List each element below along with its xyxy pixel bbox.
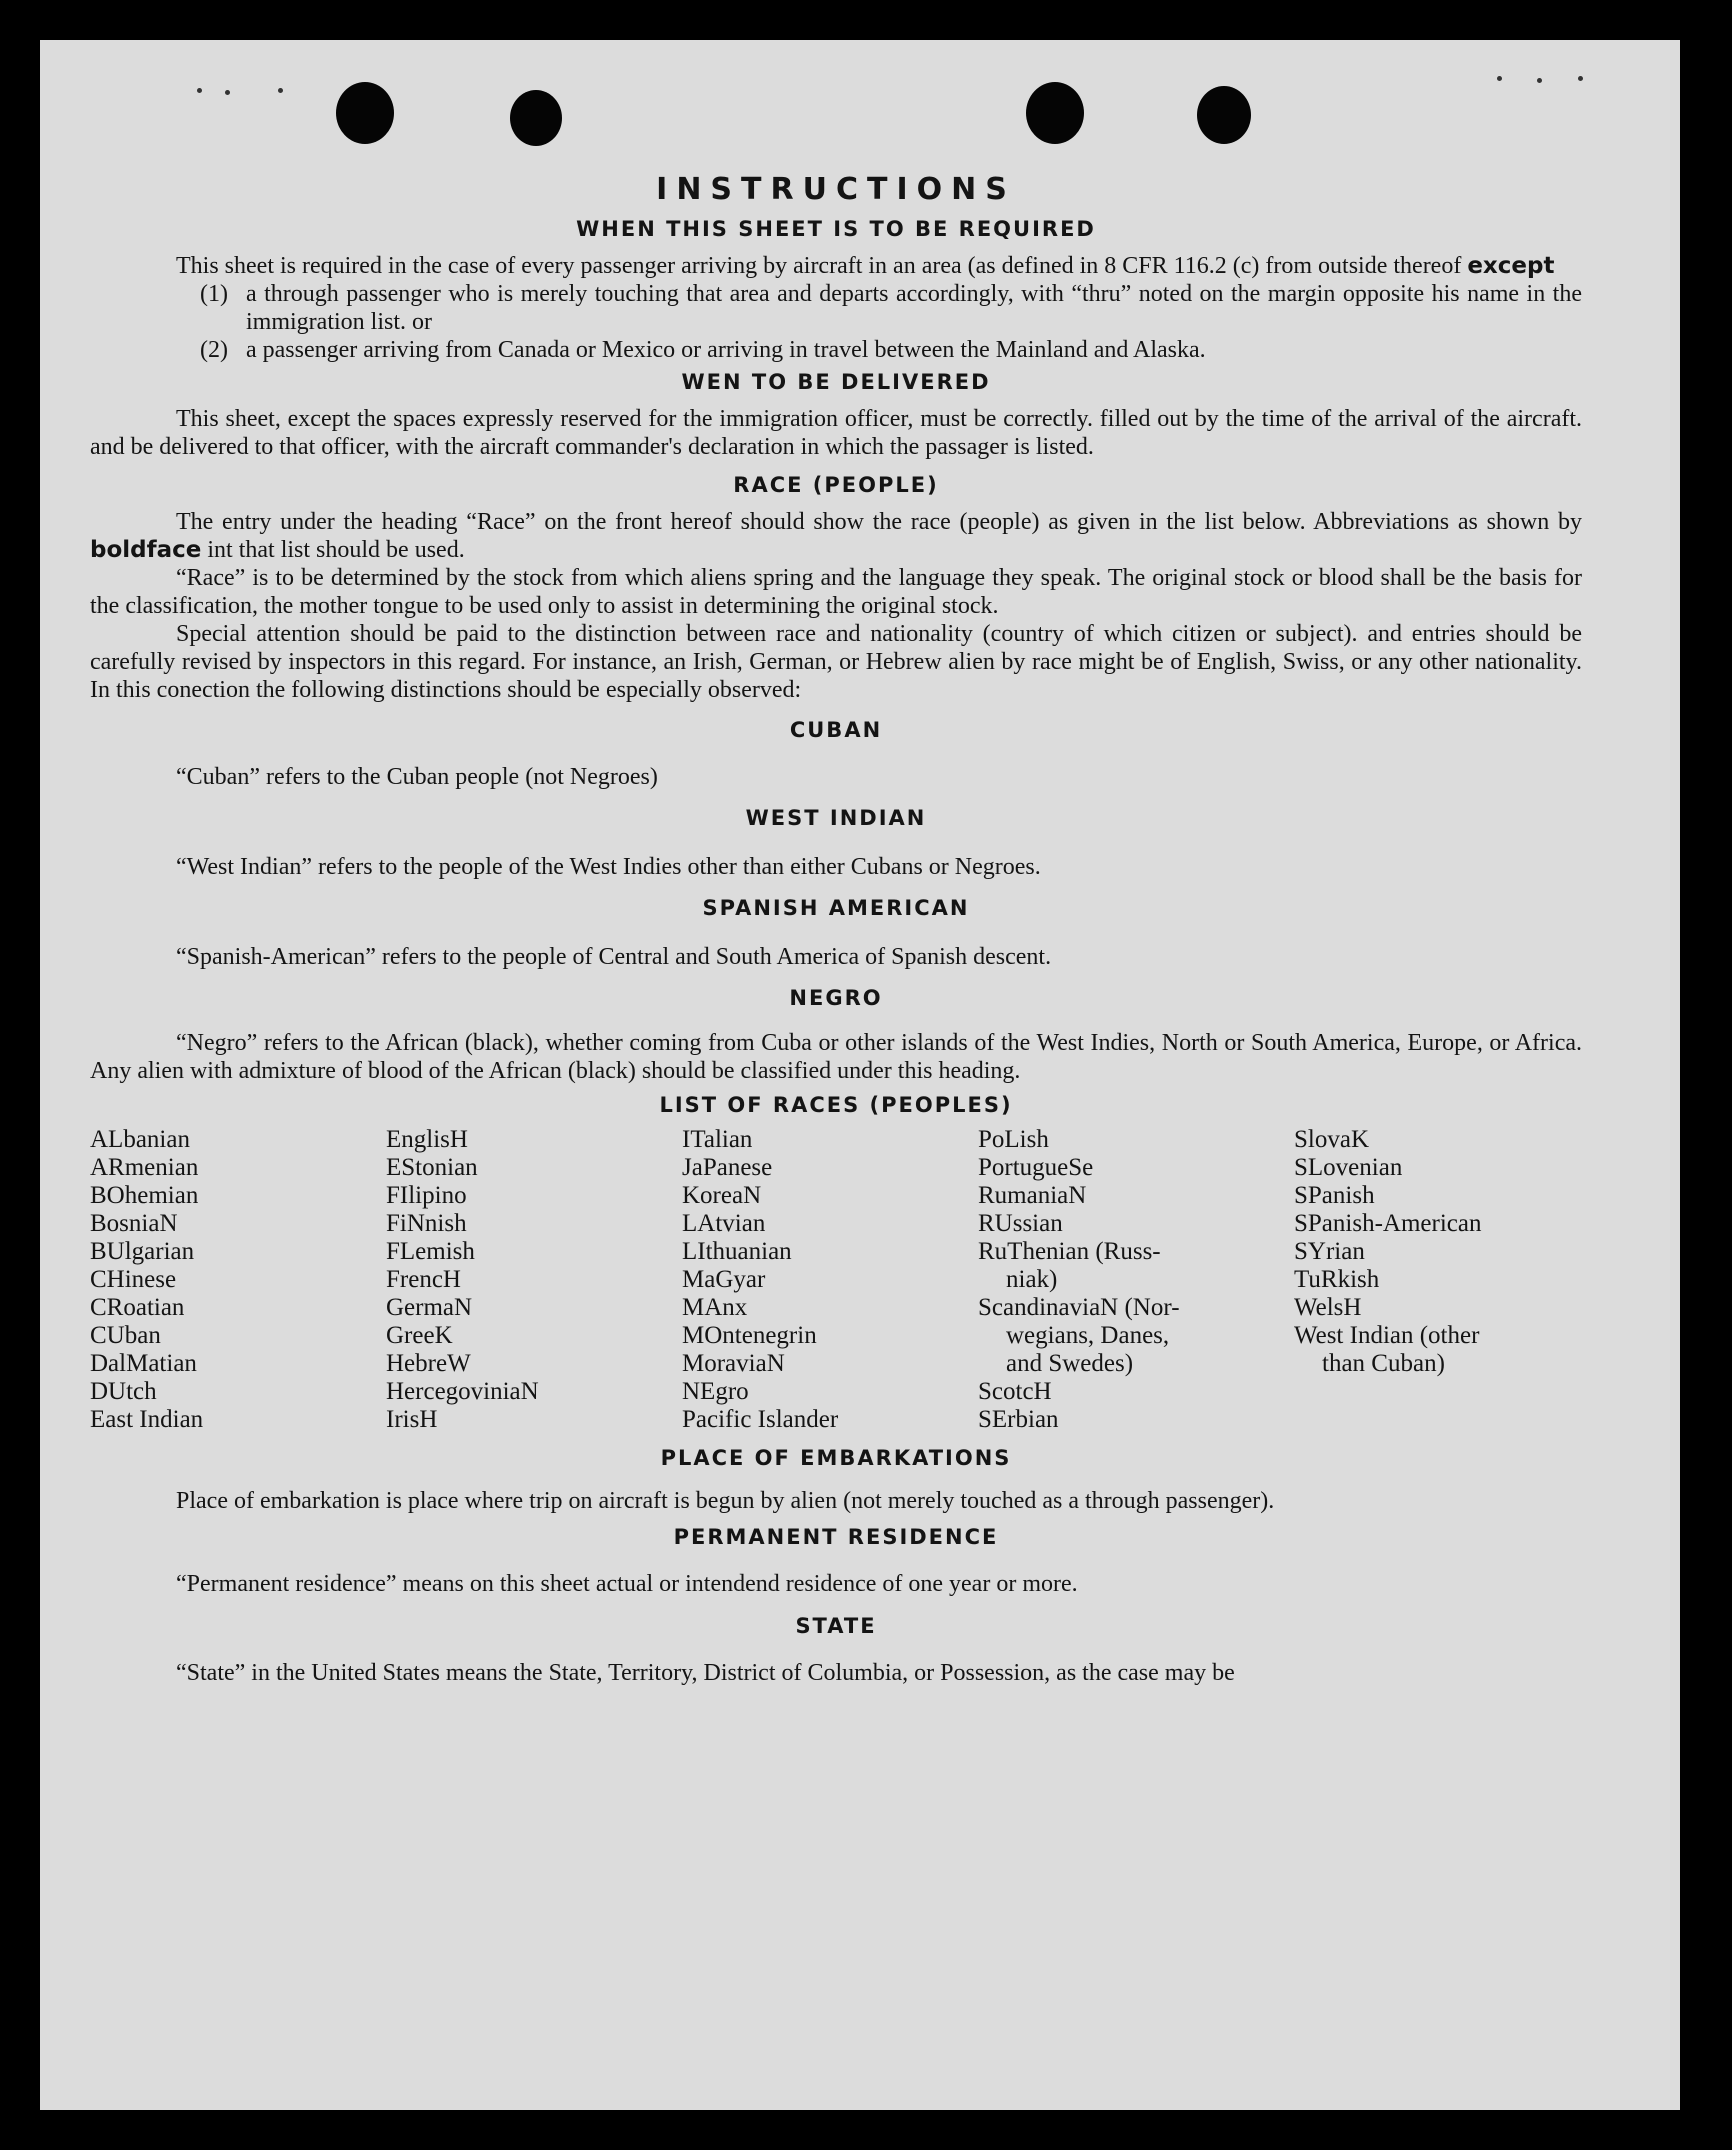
punch-hole [1026,82,1084,144]
race-entry: ScotcH [978,1378,1052,1405]
speck [278,88,283,93]
race-entry: Pacific Islander [682,1406,839,1433]
race-entry: RumaniaN [978,1182,1087,1209]
punch-hole [336,82,394,144]
race-entry: BUlgarian [90,1238,195,1265]
race-entry: wegians, Danes, [1006,1322,1170,1349]
race-entry: JaPanese [682,1154,773,1181]
race-entry: HebreW [386,1350,471,1377]
race-entry: ITalian [682,1126,753,1153]
race-entry: niak) [1006,1266,1058,1293]
race-column [682,1126,978,1434]
speck [225,90,230,95]
state-text: “State” in the United States means the State, Territory, District of Columbia, or Possession, as the case may be [176,1660,1235,1686]
race-entry: ARmenian [90,1154,199,1181]
race-column [90,1126,386,1434]
heading-spanish-american: SPANISH AMERICAN [702,896,970,920]
page-title: INSTRUCTIONS [656,172,1016,207]
race-entry: WelsH [1294,1294,1362,1321]
race-entry: MaGyar [682,1266,766,1293]
exception-item [200,280,1582,336]
speck [1578,76,1583,81]
race-entry: HercegoviniaN [386,1378,539,1405]
race-entry: TuRkish [1294,1266,1380,1293]
race-text-b: int that list should be used. [207,537,465,563]
race-entry: than Cuban) [1322,1350,1445,1377]
race-entry: ALbanian [90,1126,190,1153]
race-paragraph-2: “Race” is to be determined by the stock from which aliens spring and the language they speak. The original stock or blood shall be the basis for the classification, the mother tongue to be used only to assist in determining the original stock. [90,565,1582,619]
item-text: a passenger arriving from Canada or Mexico or arriving in travel between the Mainland and Alaska. [246,337,1206,363]
race-entry: GreeK [386,1322,453,1349]
residence-text: “Permanent residence” means on this sheet actual or intendend residence of one year or more. [176,1571,1078,1597]
heading-delivered: WEN TO BE DELIVERED [681,370,991,394]
punch-hole [1197,86,1251,144]
boldface-word: boldface [90,537,202,563]
race-entry: MAnx [682,1294,748,1321]
race-entry: BosniaN [90,1210,178,1237]
heading-west-indian: WEST INDIAN [745,806,927,830]
race-text-a: The entry under the heading “Race” on the front hereof should show the race (people) as given in the list below. Abbreviations as shown by [176,509,1582,535]
when-required-text: This sheet is required in the case of every passenger arriving by aircraft in an area (as defined in 8 CFR 116.2 (c) from outside thereof [176,253,1462,279]
instructions-content [90,172,1582,1687]
item-number: (1) [200,281,228,307]
race-entry: CHinese [90,1266,177,1293]
speck [1537,78,1542,83]
race-entry: SlovaK [1294,1126,1369,1153]
race-entry: IrisH [386,1406,438,1433]
race-paragraph-3: Special attention should be paid to the distinction between race and nationality (country of which citizen or subject). and entries should be carefully revised by inspectors in this regard. For instance, an Irish, German, or Hebrew alien by race might be of English, Swiss, or any other nationality. In this conection the following distinctions should be especially observed: [90,621,1582,703]
cuban-text: “Cuban” refers to the Cuban people (not Negroes) [176,764,658,790]
spanish-american-text: “Spanish-American” refers to the people of Central and South America of Spanish descent. [176,944,1052,970]
race-column [1294,1126,1582,1434]
race-column [978,1126,1294,1434]
west-indian-text: “West Indian” refers to the people of the West Indies other than either Cubans or Negroes. [176,854,1041,880]
race-entry: FrencH [386,1266,461,1293]
document-sheet [40,40,1680,2110]
heading-race: RACE (PEOPLE) [733,473,939,497]
heading-permanent-residence: PERMANENT RESIDENCE [673,1525,999,1549]
except-bold: except [1467,253,1555,279]
item-text: a through passenger who is merely touching that area and departs accordingly, with “thru” noted on the margin opposite his name in the immigration list. or [246,281,1582,335]
race-entry: EStonian [386,1154,478,1181]
race-column [386,1126,682,1434]
item-number: (2) [200,337,228,363]
race-entry: MOntenegrin [682,1322,817,1349]
race-entry: BOhemian [90,1182,199,1209]
heading-list-of-races: LIST OF RACES (PEOPLES) [659,1093,1013,1117]
race-entry: FIlipino [386,1182,467,1209]
race-entry: CUban [90,1322,161,1349]
negro-text: “Negro” refers to the African (black), whether coming from Cuba or other islands of the West Indies, North or South America, Europe, or Africa. Any alien with admixture of blood of the African (black) should be classified under this heading. [90,1030,1582,1084]
heading-embarkation: PLACE OF EMBARKATIONS [660,1446,1012,1470]
race-entry: East Indian [90,1406,204,1433]
race-entry: SYrian [1294,1238,1365,1265]
speck [1497,76,1502,81]
race-entry: EnglisH [386,1126,468,1153]
race-entry: DalMatian [90,1350,197,1377]
race-entry: SPanish [1294,1182,1375,1209]
race-entry: SPanish-American [1294,1210,1482,1237]
race-paragraph-1 [90,508,1582,564]
race-entry: MoraviaN [682,1350,785,1377]
race-entry: KoreaN [682,1182,762,1209]
race-entry: FiNnish [386,1210,467,1237]
delivered-text: This sheet, except the spaces expressly reserved for the immigration officer, must be correctly. filled out by the time of the arrival of the aircraft. and be delivered to that officer, with the aircraft commander's declaration in which the passager is listed. [90,406,1582,460]
heading-when-required: WHEN THIS SHEET IS TO BE REQUIRED [576,217,1096,241]
race-entry: SErbian [978,1406,1059,1433]
race-entry: SLovenian [1294,1154,1403,1181]
race-entry: PortugueSe [978,1154,1094,1181]
race-entry: RUssian [978,1210,1063,1237]
race-entry: RuThenian (Russ- [978,1238,1161,1265]
race-entry: CRoatian [90,1294,185,1321]
heading-negro: NEGRO [789,986,883,1010]
race-entry: GermaN [386,1294,473,1321]
race-entry: West Indian (other [1294,1322,1480,1349]
race-list [90,1126,1582,1434]
when-required-intro [90,252,1582,280]
punch-hole [510,90,562,146]
race-entry: LIthuanian [682,1238,792,1265]
race-entry: ScandinaviaN (Nor- [978,1294,1180,1321]
race-entry: LAtvian [682,1210,766,1237]
race-entry: and Swedes) [1006,1350,1134,1377]
heading-cuban: CUBAN [789,718,883,742]
exception-item [200,336,1582,364]
race-entry: PoLish [978,1126,1049,1153]
race-entry: FLemish [386,1238,475,1265]
embarkation-text: Place of embarkation is place where trip on aircraft is begun by alien (not merely touched as a through passenger). [176,1488,1275,1514]
speck [197,88,202,93]
race-entry: NEgro [682,1378,749,1405]
heading-state: STATE [795,1614,877,1638]
race-entry: DUtch [90,1378,157,1405]
